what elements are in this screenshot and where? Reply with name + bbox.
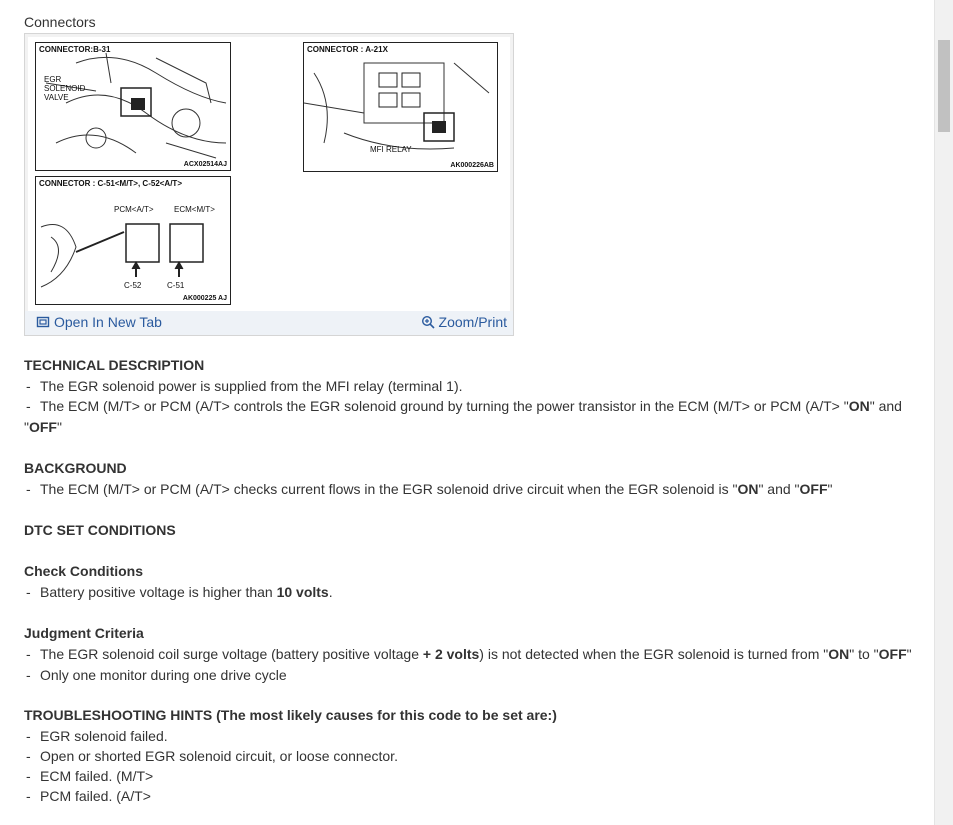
diagram1-label-egr: EGR <box>44 75 62 84</box>
hint-item: - Open or shorted EGR solenoid circuit, or loose connector. <box>26 748 398 764</box>
hint-item: - PCM failed. (A/T> <box>26 788 151 804</box>
zoom-in-icon <box>421 315 435 329</box>
diagram3-label-c51: C-51 <box>167 281 185 290</box>
figure-image-area <box>28 37 510 311</box>
vertical-scrollbar[interactable] <box>934 0 953 825</box>
diagram3-code: AK000225 AJ <box>182 295 227 302</box>
background-title: BACKGROUND <box>24 460 127 476</box>
connector-figure <box>24 33 514 336</box>
diagram1-label-valve: VALVE <box>44 93 69 102</box>
hint-item: - EGR solenoid failed. <box>26 728 168 744</box>
diagram2-label-relay: MFI RELAY <box>370 145 412 154</box>
zoom-print-label: Zoom/Print <box>438 314 507 330</box>
hint-item: - ECM failed. (M/T> <box>26 768 154 784</box>
diagram3-label-c52: C-52 <box>124 281 142 290</box>
technical-line-2: - The ECM (M/T> or PCM (A/T> controls the EGR solenoid ground by turning the power transistor in the ECM (M/T> or PCM (A/T> "ON" and <box>26 398 902 414</box>
open-new-tab-link[interactable] <box>36 314 162 330</box>
judgment-line-2: - Only one monitor during one drive cycle <box>26 667 287 683</box>
zoom-print-link[interactable] <box>421 314 507 330</box>
check-conditions-title: Check Conditions <box>24 563 144 579</box>
open-new-tab-label: Open In New Tab <box>54 314 162 330</box>
technical-line-2-cont: "OFF" <box>24 419 62 435</box>
diagram-connector-c51-c52 <box>35 176 231 305</box>
diagram1-label-solenoid: SOLENOID <box>44 84 86 93</box>
diagram-connector-a21x <box>303 42 498 172</box>
scrollbar-thumb[interactable] <box>938 40 950 132</box>
technical-description-title: TECHNICAL DESCRIPTION <box>24 357 205 373</box>
technical-line-1: - The EGR solenoid power is supplied from the MFI relay (terminal 1). <box>26 378 463 394</box>
diagram-connector-b31 <box>35 42 231 171</box>
open-new-tab-icon <box>36 315 50 329</box>
check-line-1: - Battery positive voltage is higher than 10 volts. <box>26 584 333 600</box>
diagram3-label-ecm: ECM<M/T> <box>174 205 215 214</box>
dtc-set-conditions-title: DTC SET CONDITIONS <box>24 522 176 538</box>
diagram1-title: CONNECTOR:B-31 <box>39 45 111 54</box>
diagram1-code: ACX02514AJ <box>183 161 227 168</box>
diagram2-title: CONNECTOR : A-21X <box>307 45 388 54</box>
judgment-criteria-title: Judgment Criteria <box>24 625 144 641</box>
background-line-1: - The ECM (M/T> or PCM (A/T> checks current flows in the EGR solenoid drive circuit when the EGR solenoid is "ON" and "OFF" <box>26 481 833 497</box>
diagram3-label-pcm: PCM<A/T> <box>114 205 154 214</box>
judgment-line-1: - The EGR solenoid coil surge voltage (battery positive voltage + 2 volts) is not detected when the EGR solenoid is turned from "ON" to "OFF" <box>26 646 912 662</box>
engine-bay-illustration <box>36 43 230 170</box>
diagram2-code: AK000226AB <box>450 162 494 169</box>
diagram3-title: CONNECTOR : C-51<M/T>, C-52<A/T> <box>39 179 182 188</box>
connectors-heading: Connectors <box>24 14 96 30</box>
troubleshooting-hints-title: TROUBLESHOOTING HINTS (The most likely causes for this code to be set are:) <box>24 707 557 723</box>
